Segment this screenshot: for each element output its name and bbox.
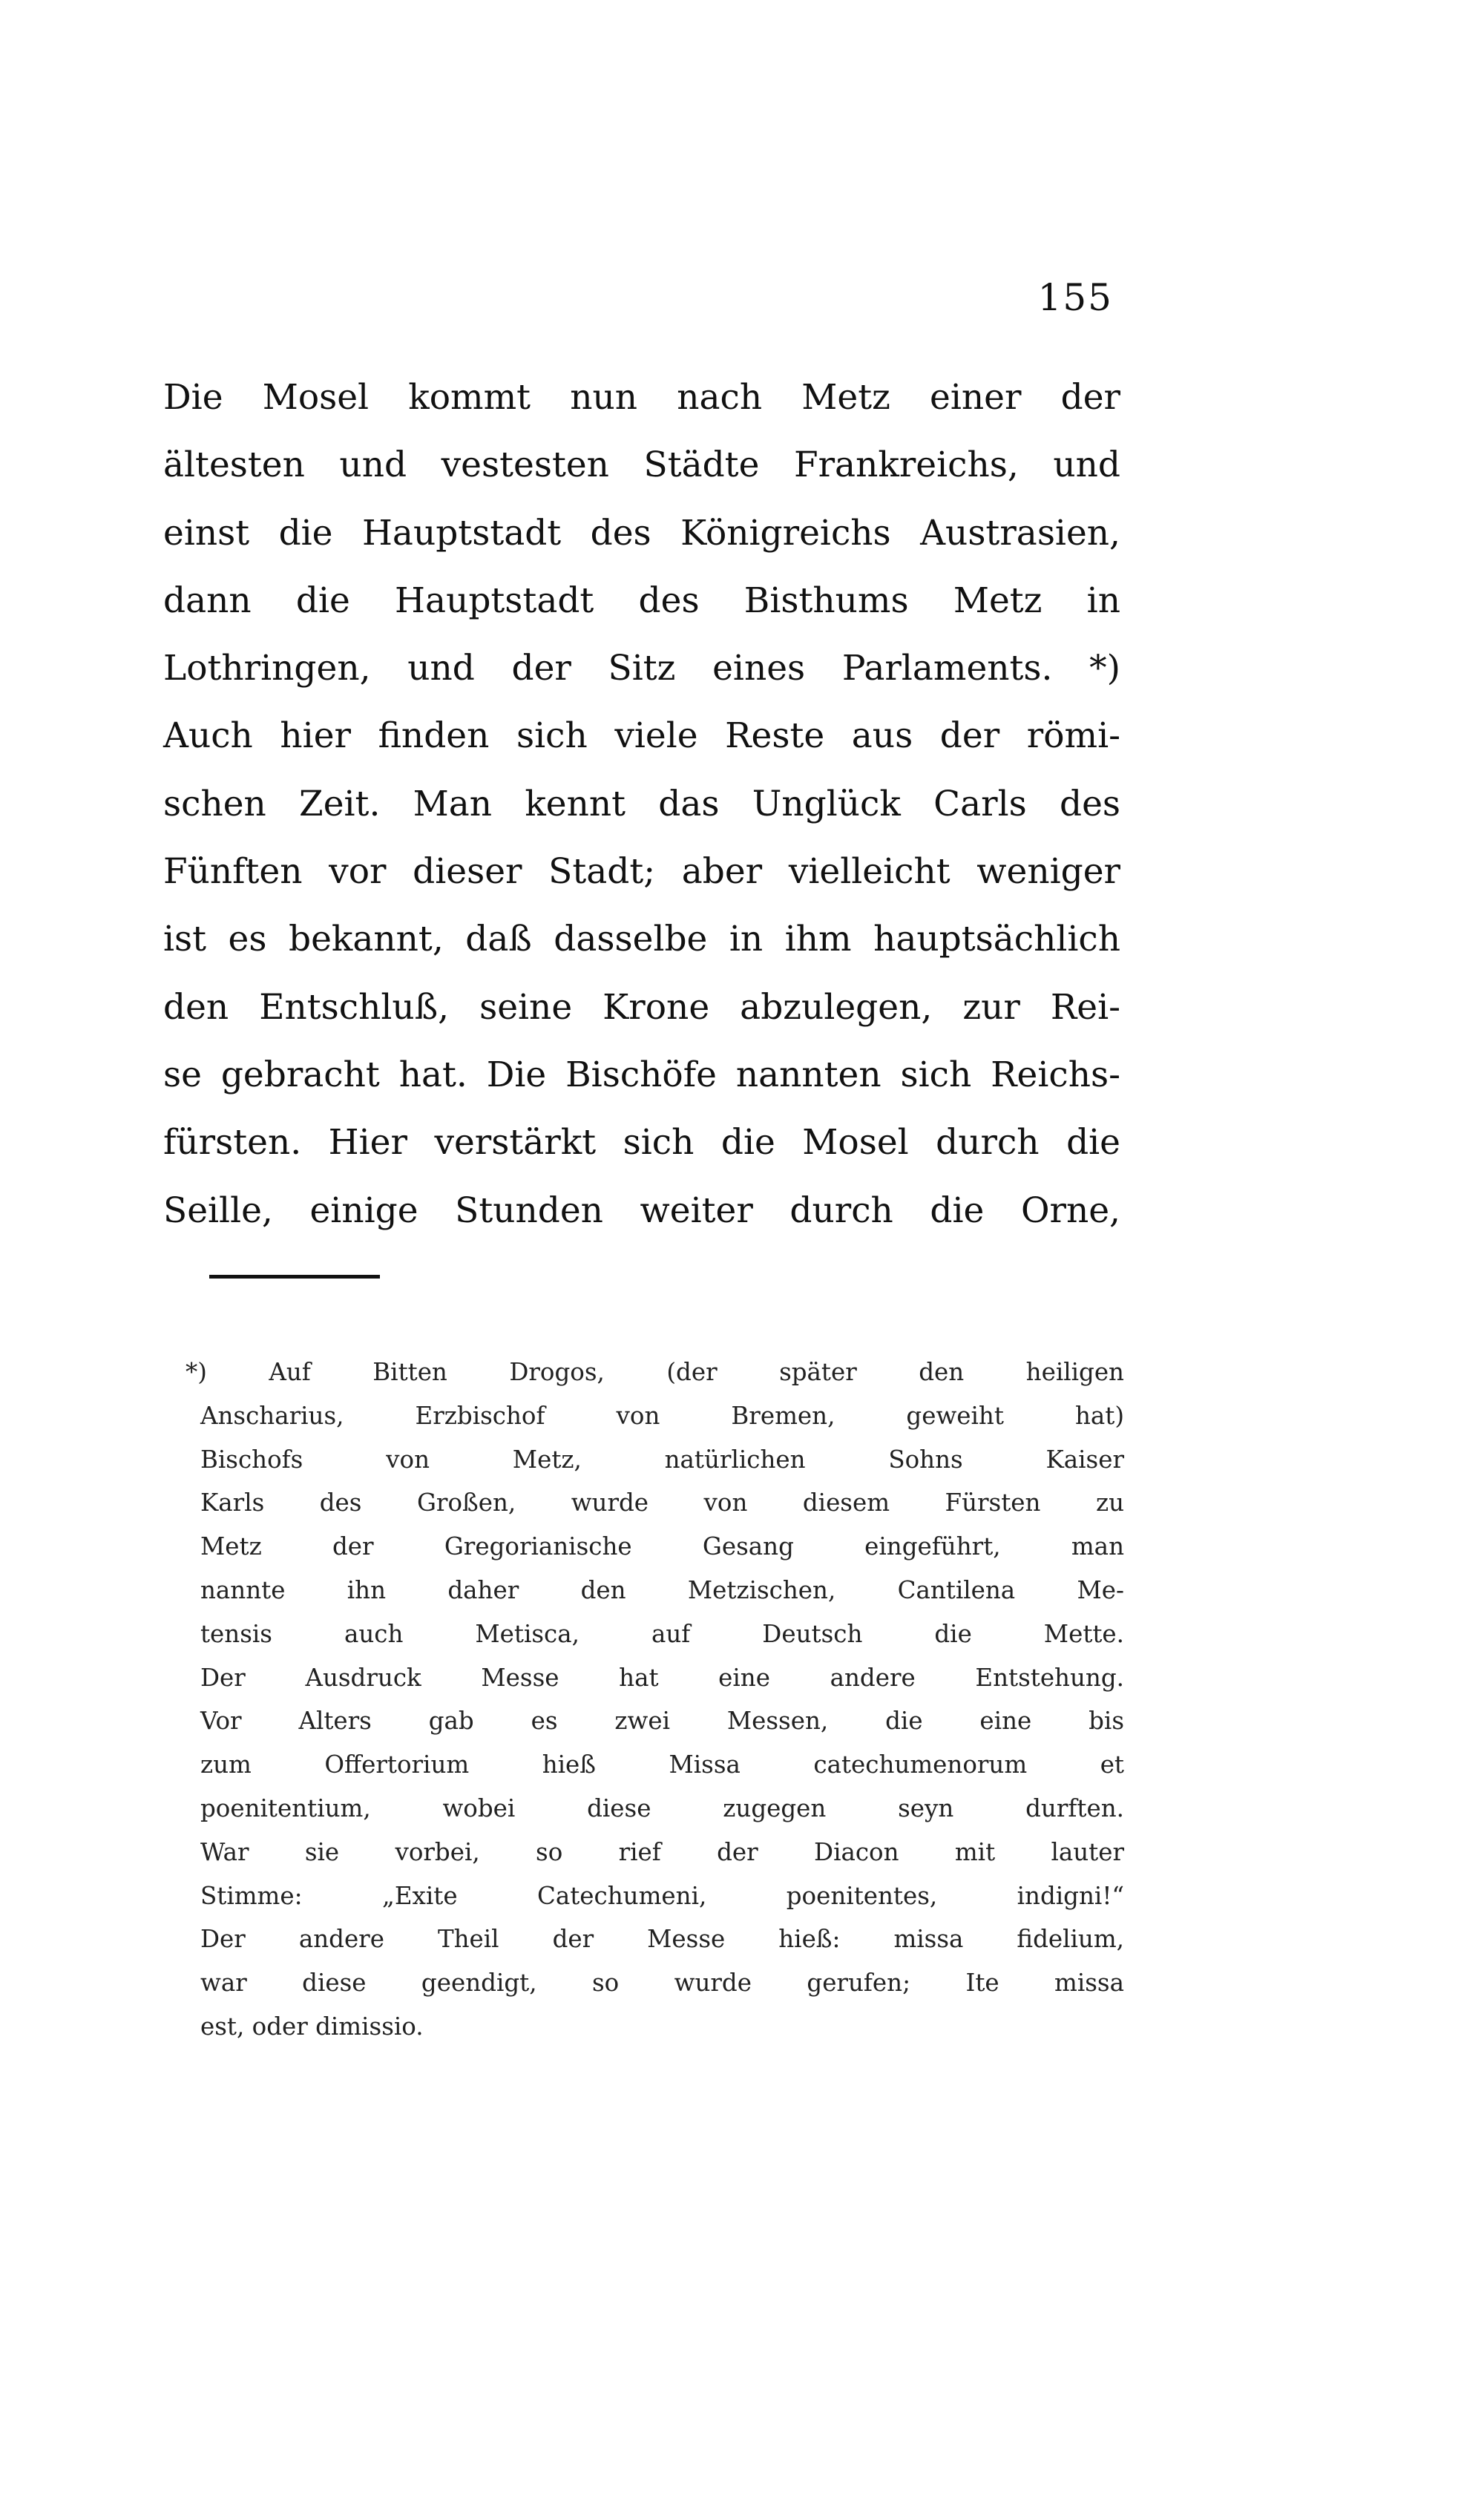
text-line: einst die Hauptstadt des Königreichs Austrasien, [163, 512, 1120, 554]
text-line: ist es bekannt, daß dasselbe in ihm hauptsächlich [163, 919, 1120, 960]
text-line: se gebracht hat. Die Bischöfe nannten sich Reichs- [163, 1054, 1120, 1095]
footnote-line: Stimme: „Exite Catechumeni, poenitentes, indigni!“ [200, 1881, 1124, 1910]
text-line: Fünften vor dieser Stadt; aber vielleicht weniger [163, 851, 1120, 893]
text-line: dann die Hauptstadt des Bisthums Metz in [163, 580, 1120, 621]
footnote-line: Der Ausdruck Messe hat eine andere Entstehung. [200, 1663, 1124, 1692]
footnote-line: War sie vorbei, so rief der Diacon mit lauter [200, 1837, 1124, 1866]
footnote-line: Karls des Großen, wurde von diesem Fürsten zu [200, 1489, 1124, 1517]
footnote-line: Anscharius, Erzbischof von Bremen, geweiht hat) [200, 1401, 1124, 1430]
footnote-line: zum Offertorium hieß Missa catechumenorum et [200, 1750, 1124, 1779]
footnote-divider [209, 1275, 380, 1279]
footnote-line: *) Auf Bitten Drogos, (der später den heiligen [186, 1358, 1124, 1386]
text-line: Auch hier finden sich viele Reste aus der römi- [163, 715, 1120, 757]
text-line: Seille, einige Stunden weiter durch die Orne, [163, 1189, 1120, 1231]
text-line: ältesten und vestesten Städte Frankreichs, und [163, 444, 1120, 486]
footnote-line: nannte ihn daher den Metzischen, Cantilena Me- [200, 1575, 1124, 1604]
footnote-line: est, oder dimissio. [200, 2012, 424, 2041]
footnote-line: poenitentium, wobei diese zugegen seyn durften. [200, 1794, 1124, 1822]
text-line: Lothringen, und der Sitz eines Parlaments. *) [163, 648, 1120, 689]
footnote [186, 1351, 1124, 2049]
text-line: Die Mosel kommt nun nach Metz einer der [163, 377, 1120, 418]
footnote-line: Der andere Theil der Messe hieß: missa fidelium, [200, 1925, 1124, 1954]
footnote-line: Vor Alters gab es zwei Messen, die eine bis [200, 1707, 1124, 1736]
page-number: 155 [1037, 276, 1113, 319]
footnote-line: Bischofs von Metz, natürlichen Sohns Kaiser [200, 1445, 1124, 1474]
text-line: den Entschluß, seine Krone abzulegen, zur Rei- [163, 986, 1120, 1028]
footnote-line: Metz der Gregorianische Gesang eingeführt, man [200, 1532, 1124, 1561]
main-paragraph [163, 364, 1120, 1244]
footnote-line: tensis auch Metisca, auf Deutsch die Mette. [200, 1619, 1124, 1648]
footnote-line: war diese geendigt, so wurde gerufen; Ite missa [200, 1969, 1124, 1998]
text-line: schen Zeit. Man kennt das Unglück Carls des [163, 783, 1120, 824]
text-line: fürsten. Hier verstärkt sich die Mosel durch die [163, 1122, 1120, 1164]
